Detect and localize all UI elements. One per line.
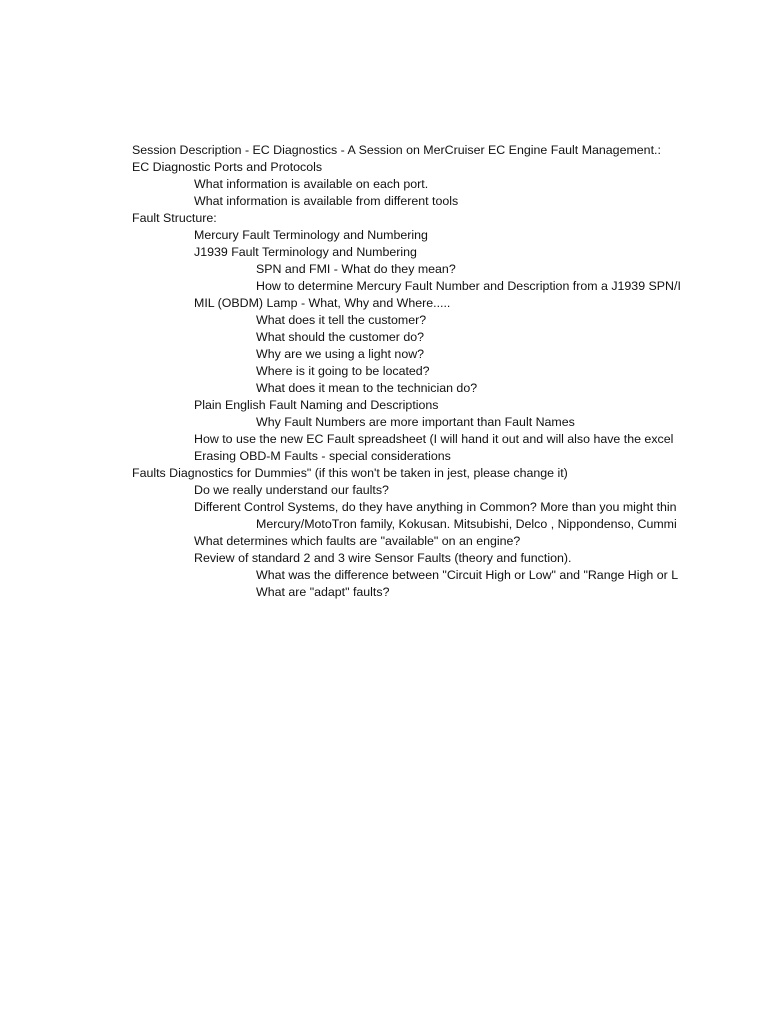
outline-line: EC Diagnostic Ports and Protocols: [132, 160, 323, 174]
outline-line: Session Description - EC Diagnostics - A Session on MerCruiser EC Engine Fault Management.:: [132, 143, 661, 157]
outline-line: Why Fault Numbers are more important than Fault Names: [256, 415, 575, 429]
outline-line: SPN and FMI - What do they mean?: [256, 262, 456, 276]
outline-line: Do we really understand our faults?: [194, 483, 389, 497]
outline-line: Plain English Fault Naming and Descriptions: [194, 398, 439, 412]
outline-line: What does it mean to the technician do?: [256, 381, 478, 395]
outline-line: What information is available from different tools: [194, 194, 459, 208]
outline-line: Review of standard 2 and 3 wire Sensor Faults (theory and function).: [194, 551, 572, 565]
outline-line: How to use the new EC Fault spreadsheet (I will hand it out and will also have the excel: [194, 432, 674, 446]
outline-line: What does it tell the customer?: [256, 313, 427, 327]
outline-line: Why are we using a light now?: [256, 347, 425, 361]
outline-line: What determines which faults are "available" on an engine?: [194, 534, 521, 548]
session-outline: [132, 142, 687, 601]
outline-line: What information is available on each port.: [194, 177, 429, 191]
outline-line: MIL (OBDM) Lamp - What, Why and Where.....: [194, 296, 451, 310]
outline-line: Erasing OBD-M Faults - special considerations: [194, 449, 451, 463]
outline-line: Mercury Fault Terminology and Numbering: [194, 228, 428, 242]
outline-line: How to determine Mercury Fault Number and Description from a J1939 SPN/I: [256, 279, 681, 293]
outline-line: Fault Structure:: [132, 211, 217, 225]
outline-line: J1939 Fault Terminology and Numbering: [194, 245, 417, 259]
outline-line: What are "adapt" faults?: [256, 585, 390, 599]
outline-line: Where is it going to be located?: [256, 364, 430, 378]
outline-line: What should the customer do?: [256, 330, 425, 344]
outline-line: Mercury/MotoTron family, Kokusan. Mitsubishi, Delco , Nippondenso, Cummi: [256, 517, 677, 531]
outline-line: Different Control Systems, do they have anything in Common? More than you might thin: [194, 500, 677, 514]
outline-line: What was the difference between "Circuit High or Low" and "Range High or L: [256, 568, 679, 582]
outline-line: Faults Diagnostics for Dummies" (if this won't be taken in jest, please change it): [132, 466, 568, 480]
